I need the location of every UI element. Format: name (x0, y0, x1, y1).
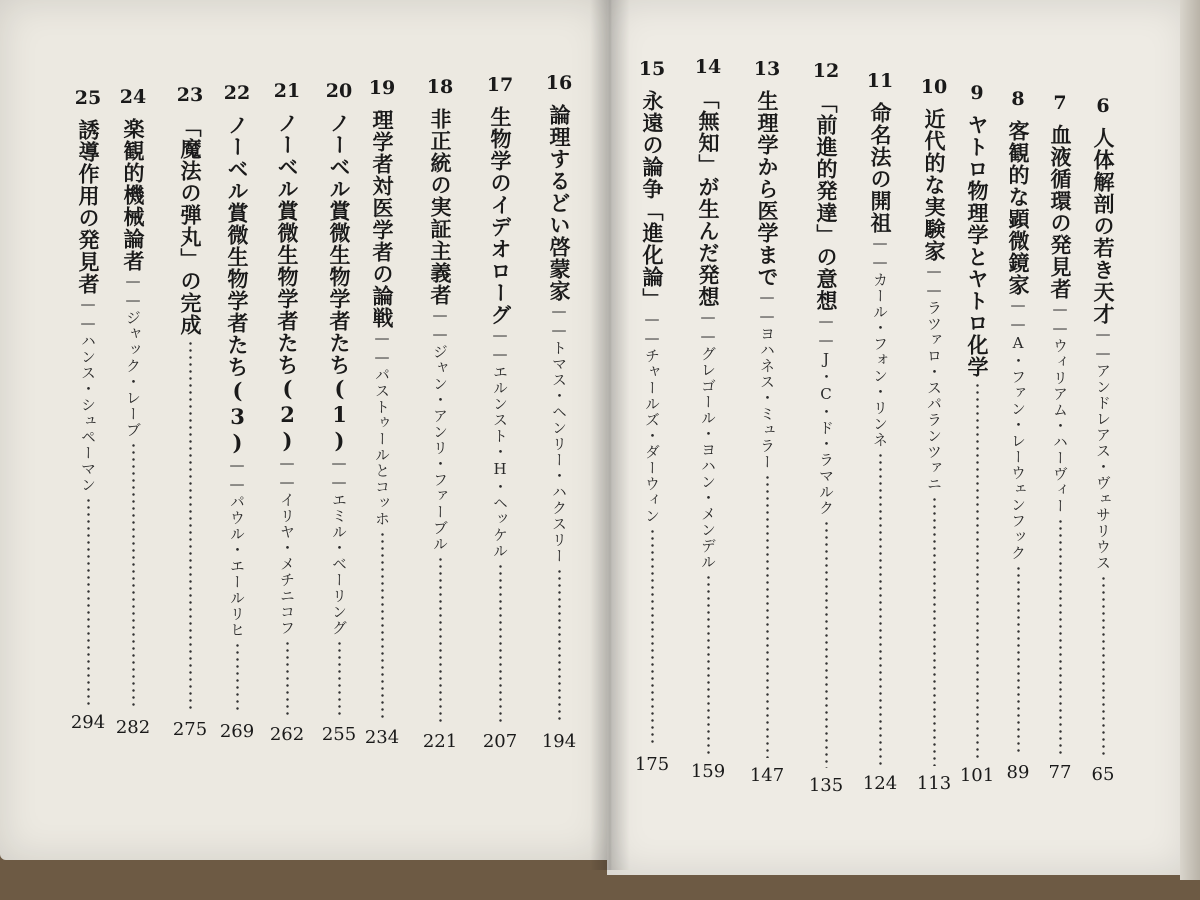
chapter-number: 24 (119, 86, 147, 108)
chapter-person: ヨハネス・ミュラー (758, 326, 776, 470)
chapter-number: 12 (812, 60, 840, 82)
chapter-number: 18 (426, 76, 454, 98)
toc-entry (322, 80, 356, 745)
dot-leader (338, 640, 341, 717)
chapter-title: ノーベル賞微生物学者たち(1) (327, 112, 352, 454)
chapter-person: ジャック・レーブ (124, 310, 142, 438)
page-number: 65 (1091, 764, 1115, 785)
page-number: 113 (916, 773, 952, 794)
title-dash: —— (550, 302, 568, 340)
chapter-person: アンドレアス・ヴェサリウス (1094, 363, 1112, 571)
toc-entry (173, 84, 207, 740)
chapter-number: 17 (486, 74, 514, 96)
dot-leader (766, 474, 769, 758)
toc-entry (542, 72, 576, 752)
title-dash: —— (491, 326, 509, 364)
chapter-title: 「前進的発達」の意想 (814, 92, 839, 312)
dot-leader (499, 563, 502, 724)
chapter-number: 16 (545, 72, 573, 94)
page-number: 89 (1006, 762, 1030, 783)
dot-leader (879, 452, 882, 766)
chapter-title: 永遠の論争「進化論」 (640, 90, 665, 310)
dot-leader (976, 382, 979, 758)
chapter-person: ラツァロ・スパランツァニ (925, 300, 943, 492)
page-number: 175 (634, 754, 670, 775)
chapter-title: 誘導作用の発見者 (76, 119, 101, 295)
chapter-person: イリヤ・メチニコフ (278, 492, 296, 636)
toc-entry (917, 76, 951, 794)
title-dash: —— (1094, 325, 1112, 363)
chapter-number: 22 (223, 82, 251, 104)
dot-leader (558, 568, 561, 724)
chapter-person: エルンスト・H・ヘッケル (491, 364, 509, 559)
page-number: 207 (482, 731, 518, 752)
dot-leader (707, 574, 710, 754)
page-number: 262 (269, 724, 305, 745)
toc-entry (423, 76, 457, 752)
dot-leader (825, 520, 828, 768)
page-number: 269 (219, 721, 255, 742)
toc-entry (116, 86, 150, 738)
chapter-person: カール・フォン・リンネ (871, 272, 889, 448)
chapter-person: グレゴール・ヨハン・メンデル (699, 346, 717, 570)
title-dash: —— (817, 312, 835, 350)
title-dash: —— (643, 310, 661, 348)
chapter-number: 11 (866, 70, 894, 92)
title-dash: —— (871, 234, 889, 272)
toc-entry (270, 80, 304, 745)
chapter-person: トマス・ヘンリー・ハクスリー (550, 340, 568, 564)
chapter-number: 8 (1011, 88, 1025, 110)
toc-entry (863, 70, 897, 794)
chapter-person: A・ファン・レーウェンフック (1009, 334, 1027, 561)
chapter-title: 論理するどい啓蒙家 (547, 104, 572, 302)
chapter-number: 6 (1096, 95, 1110, 117)
toc-entry (691, 56, 725, 782)
chapter-number: 20 (325, 80, 353, 102)
chapter-title: ノーベル賞微生物学者たち(2) (275, 112, 300, 454)
page-number: 275 (172, 719, 208, 740)
dot-leader (286, 640, 289, 717)
page-number: 282 (115, 717, 151, 738)
chapter-number: 9 (970, 82, 984, 104)
chapter-person: ジャン・アンリ・ファーブル (431, 344, 449, 552)
chapter-person: J・C・ド・ラマルク (817, 350, 835, 516)
chapter-person: パストゥールとコッホ (373, 367, 391, 527)
chapter-number: 7 (1053, 92, 1067, 114)
chapter-number: 25 (74, 87, 102, 109)
page-number: 159 (690, 761, 726, 782)
title-dash: —— (758, 288, 776, 326)
title-dash: —— (431, 306, 449, 344)
chapter-number: 10 (920, 76, 948, 98)
chapter-title: 近代的な実験家 (922, 108, 947, 262)
title-dash: —— (228, 456, 246, 494)
title-dash: —— (699, 308, 717, 346)
dot-leader (1017, 565, 1020, 755)
chapter-title: 客観的な顕微鏡家 (1006, 120, 1031, 296)
chapter-number: 14 (694, 56, 722, 78)
page-number: 221 (422, 731, 458, 752)
title-dash: —— (278, 454, 296, 492)
page-number: 147 (749, 765, 785, 786)
dot-leader (439, 556, 442, 724)
dot-leader (933, 496, 936, 766)
chapter-number: 23 (176, 84, 204, 106)
chapter-person: ハンス・シュペーマン (79, 333, 97, 493)
dot-leader (651, 528, 654, 747)
chapter-title: 血液循環の発見者 (1048, 124, 1073, 300)
chapter-title: 理学者対医学者の論戦 (370, 109, 395, 329)
dot-leader (189, 340, 192, 712)
chapter-person: パウル・エールリヒ (228, 494, 246, 638)
dot-leader (132, 442, 135, 710)
dot-leader (87, 497, 90, 705)
chapter-number: 13 (753, 58, 781, 80)
chapter-number: 19 (368, 77, 396, 99)
dot-leader (1102, 575, 1105, 757)
toc-entry (220, 82, 254, 742)
toc-entry (365, 77, 399, 748)
chapter-number: 21 (273, 80, 301, 102)
chapter-title: ノーベル賞微生物学者たち(3) (225, 114, 250, 456)
toc-entry (71, 87, 105, 733)
title-dash: —— (124, 272, 142, 310)
page-number: 124 (862, 773, 898, 794)
chapter-title: 「魔法の弾丸」の完成 (178, 116, 203, 336)
title-dash: —— (330, 454, 348, 492)
chapter-number: 15 (638, 58, 666, 80)
toc-entry (1043, 92, 1077, 783)
chapter-title: 非正統の実証主義者 (428, 108, 453, 306)
chapter-title: 人体解剖の若き天才 (1091, 127, 1116, 325)
dot-leader (381, 531, 384, 720)
page-number: 294 (70, 712, 106, 733)
chapter-title: 命名法の開祖 (868, 102, 893, 234)
chapter-person: ウィリアム・ハーヴィー (1051, 338, 1069, 514)
title-dash: —— (79, 295, 97, 333)
title-dash: —— (925, 262, 943, 300)
page-edge (1180, 0, 1200, 880)
toc-entry (483, 74, 517, 752)
page-number: 135 (808, 775, 844, 796)
page-number: 234 (364, 727, 400, 748)
toc-entry (750, 58, 784, 786)
page-number: 194 (541, 731, 577, 752)
toc-entry (1086, 95, 1120, 785)
page-number: 77 (1048, 762, 1072, 783)
chapter-title: 「無知」が生んだ発想 (696, 88, 721, 308)
chapter-person: エミル・ベーリング (330, 492, 348, 636)
chapter-title: 楽観的機械論者 (121, 118, 146, 272)
page-number: 255 (321, 724, 357, 745)
chapter-title: ヤトロ物理学とヤトロ化学 (965, 114, 990, 378)
chapter-title: 生理学から医学まで (755, 90, 780, 288)
dot-leader (1059, 518, 1062, 755)
title-dash: —— (1051, 300, 1069, 338)
toc-entry (1001, 88, 1035, 783)
chapter-person: チャールズ・ダーウィン (643, 348, 661, 524)
dot-leader (236, 642, 239, 714)
title-dash: —— (373, 329, 391, 367)
toc-entry (809, 60, 843, 796)
title-dash: —— (1009, 296, 1027, 334)
page-number: 101 (959, 765, 995, 786)
toc-entry (635, 58, 669, 775)
toc-entry (960, 82, 994, 786)
chapter-title: 生物学のイデオローグ (488, 106, 513, 326)
